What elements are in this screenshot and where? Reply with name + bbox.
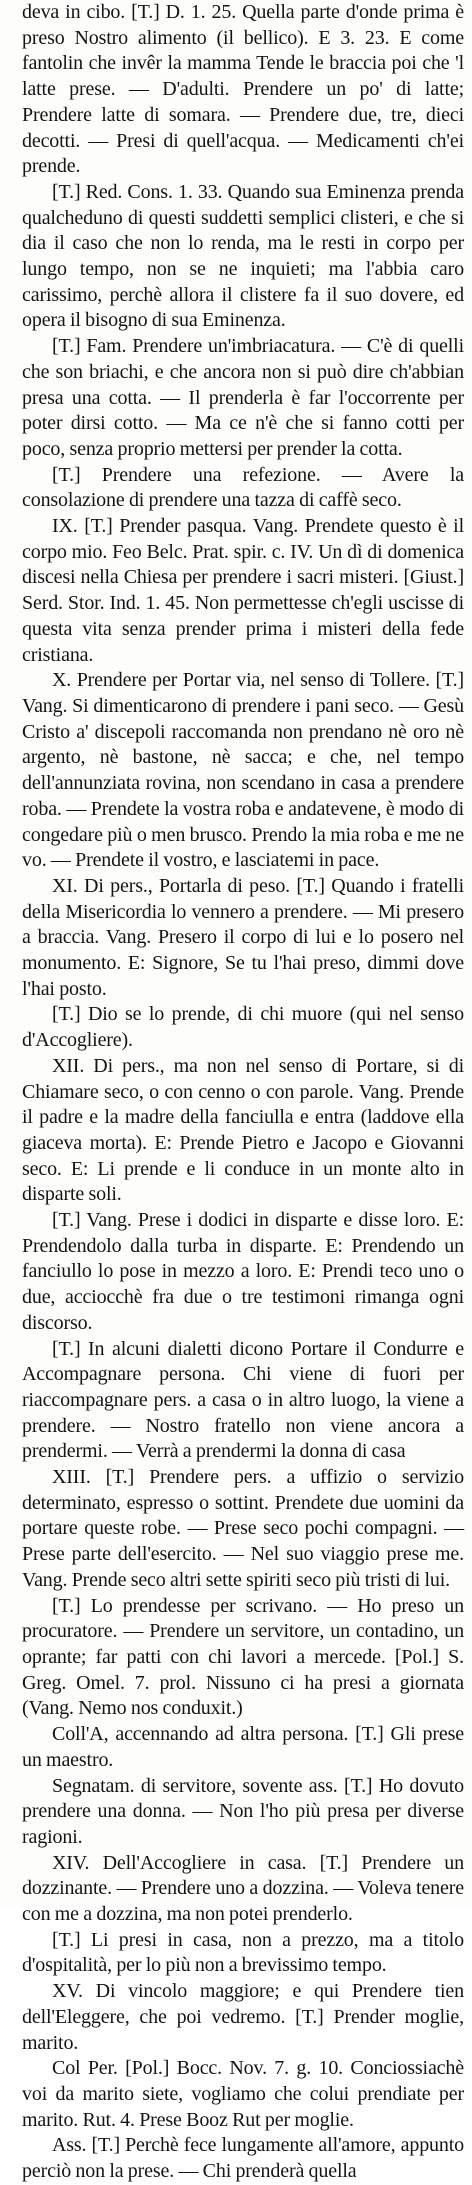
paragraph: [T.] Vang. Prese i dodici in disparte e disse loro. E: Prendendolo dalla turba in disparte. E: Prendendo un fanciullo lo pose in mezzo a loro. E: Prendi teco uno o due, acciocchè fra due o tre testimoni rimanga ogni discorso.	[22, 1209, 464, 1334]
paragraph: Col Per. [Pol.] Bocc. Nov. 7. g. 10. Conciossiachè voi da marito siete, vogliamo che colui prendiate per marito. Rut. 4. Prese Booz Rut per moglie.	[22, 2057, 464, 2131]
paragraph: [T.] Red. Cons. 1. 33. Quando sua Eminenza prenda qualcheduno di questi suddetti semplici clisteri, e che si dia il caso che non lo renda, ma le resti in corpo per lungo tempo, non se ne inquieti; ma l'abbia caro carissimo, perchè allora il clistere fa il suo dovere, ed opera il bisogno di sua Eminenza.	[22, 180, 464, 332]
paragraph: Coll'A, accennando ad altra persona. [T.] Gli prese un maestro.	[22, 1723, 464, 1771]
dictionary-entry-text	[22, 0, 464, 2185]
section-xiv: XIV. Dell'Accogliere in casa. [T.] Prendere un dozzinante. — Prendere uno a dozzina. — Voleva tenere con me a dozzina, ma non potei prenderlo.	[22, 1851, 464, 1926]
paragraph: [T.] Prendere una refezione. — Avere la consolazione di prendere una tazza di caffè seco.	[22, 463, 464, 512]
section-xiii: XIII. [T.] Prendere pers. a uffizio o servizio determinato, espresso o sottint. Prendete due uomini da portare queste robe. — Prese seco pochi compagni. — Prese parte dell'esercito. — Nel suo viaggio prese me. Vang. Prende seco altri sette spiriti seco più tristi di lui.	[22, 1466, 464, 1591]
section-ix: IX. [T.] Prender pasqua. Vang. Prendete questo è il corpo mio. Feo Belc. Prat. spir. c. IV. Un dì di domenica discesi nella Chiesa per prendere i sacri misteri. [Giust.] Serd. Stor. Ind. 1. 45. Non permettesse ch'egli uscisse di questa vita senza prender prima i misteri della fede cristiana.	[22, 515, 464, 666]
paragraph: Ass. [T.] Perchè fece lungamente all'amore, appunto perciò non la prese. — Chi prenderà quella	[22, 2134, 464, 2183]
section-xv: XV. Di vincolo maggiore; e qui Prendere tien dell'Eleggere, che poi vedremo. [T.] Prender moglie, marito.	[22, 1980, 464, 2054]
paragraph: [T.] Lo prendesse per scrivano. — Ho preso un procuratore. — Prendere un servitore, un contadino, un oprante; far patti con chi lavori a mercede. [Pol.] S. Greg. Omel. 7. prol. Nissuno ci ha presi a giornata (Vang. Nemo nos conduxit.)	[22, 1594, 464, 1720]
section-xii: XII. Di pers., ma non nel senso di Portare, si di Chiamare seco, o con cenno o con parole. Vang. Prende il padre e la madre della fanciulla e entra (laddove ella giaceva morta). E: Prende Pietro e Jacopo e Giovanni seco. E: Li prende e li conduce in un monte alto in disparte soli.	[22, 1054, 464, 1206]
paragraph: [T.] In alcuni dialetti dicono Portare il Condurre e Accompagnare persona. Chi viene di fuori per riaccompagnare pers. a casa o in altro luogo, la viene a prendere. — Nostro fratello non viene ancora a prendermi. — Verrà a prendermi la donna di casa	[22, 1337, 464, 1463]
paragraph: [T.] Li presi in casa, non a prezzo, ma a titolo d'ospitalità, per lo più non a brevissimo tempo.	[22, 1928, 464, 1977]
paragraph: deva in cibo. [T.] D. 1. 25. Quella parte d'onde prima è preso Nostro alimento (il bellico). E 3. 23. E come fantolin che invêr la mamma Tende le braccia poi che 'l latte prese. — D'adulti. Prendere un po' di latte; Prendere latte di somara. — Prendere due, tre, dieci decotti. — Presi di quell'acqua. — Medicamenti ch'ei prende.	[22, 1, 464, 178]
section-xi: XI. Di pers., Portarla di peso. [T.] Quando i fratelli della Misericordia lo vennero a prendere. — Mi presero a braccia. Vang. Presero il corpo di lui e lo posero nel monumento. E: Signore, Se tu l'hai preso, dimmi dove l'hai posto.	[22, 874, 464, 1000]
section-x: X. Prendere per Portar via, nel senso di Tollere. [T.] Vang. Si dimenticarono di prendere i pani seco. — Gesù Cristo a' discepoli raccomanda non prendano nè oro nè argento, nè bastone, nè sacca; e che, nel tempo dell'annunziata rovina, non scendano in casa a prendere roba. — Prendete la vostra roba e andatevene, è modo di congedare più o men brusco. Prendo la mia roba e me ne vo. — Prendete il vostro, e lasciatemi in pace.	[22, 669, 464, 872]
paragraph: [T.] Fam. Prendere un'imbriacatura. — C'è di quelli che son briachi, e che ancora non si può dire ch'abbian presa una cotta. — Il prenderla è far l'occorrente per poter dirsi cotto. — Ma ce n'è che si fanno cotti per poco, senza proprio mettersi per prender la cotta.	[22, 335, 464, 460]
paragraph: Segnatam. di servitore, sovente ass. [T.] Ho dovuto prendere una donna. — Non l'ho più presa per diverse ragioni.	[22, 1774, 464, 1848]
paragraph: [T.] Dio se lo prende, di chi muore (qui nel senso d'Accogliere).	[22, 1003, 464, 1052]
